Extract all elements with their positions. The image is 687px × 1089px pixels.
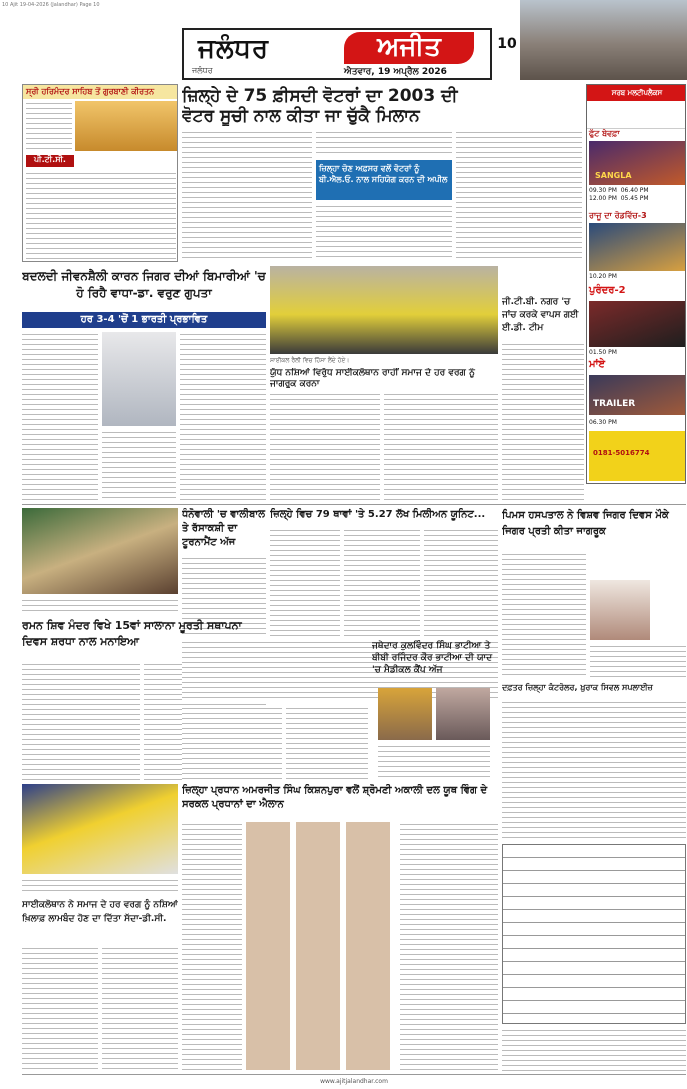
showtimes-1: [589, 187, 685, 203]
cinema-title-2: ਰਾਜੂ ਦਾ ਰੋਡਵਿੱਚ-3: [589, 211, 647, 220]
ptc-label: ਪੀ.ਟੀ.ਸੀ.: [26, 155, 74, 167]
liver-col-2: [102, 430, 176, 500]
pims-headline-box: [502, 508, 686, 548]
cyclists-photo: [270, 266, 498, 354]
lead-col-1: [182, 130, 312, 260]
kirtan-title: ਸ੍ਰੀ ਹਰਿਮੰਦਰ ਸਾਹਿਬ ਤੋਂ ਗੁਰਬਾਣੀ ਕੀਰਤਨ: [23, 85, 178, 99]
lead-headline: ਜ਼ਿਲ੍ਹੇ ਦੇ 75 ਫ਼ੀਸਦੀ ਵੋਟਰਾਂ ਦਾ 2003 ਦੀ ਵੋਟਰ ਸੂਚੀ ਨਾਲ ਕੀਤਾ ਜਾ ਚੁੱਕੈ ਮਿਲਾਨ: [182, 86, 458, 126]
district-headline-box: [182, 784, 498, 818]
pims-col-1: [502, 552, 586, 678]
kulwinder-caption: [378, 744, 490, 780]
showtime-4: 06.30 PM: [589, 419, 617, 426]
tender-table: [502, 844, 686, 1024]
cyclists-col-1: [270, 392, 380, 500]
cycle-rally-photo: [22, 784, 178, 874]
district-col-1: [182, 822, 242, 1070]
cyclists-headline: ਯੁੱਧ ਨਸ਼ਿਆਂ ਵਿਰੁੱਧ ਸਾਈਕਲੋਥਾਨ ਰਾਹੀਂ ਸਮਾਜ ਦੇ ਹਰ ਵਰਗ ਨੂੰ ਜਾਗਰੂਕ ਕਰਨਾ: [270, 368, 475, 388]
masthead: [182, 28, 492, 80]
lead-col-3: [456, 130, 582, 260]
movie-poster-3: [589, 301, 685, 347]
power-col-2: [344, 528, 420, 638]
doctor-photo: [102, 332, 176, 426]
kulwinder-text: [286, 706, 368, 780]
temple-col-1: [22, 662, 140, 780]
lead-col-2b: [316, 204, 452, 260]
cinema-logo: [587, 101, 686, 129]
movie-poster-4: TRAILER: [589, 375, 685, 415]
cinema-title-3: ਪੁਰੰਦਰ-2: [589, 285, 626, 296]
cinema-phone: 0181-5016774: [589, 431, 685, 481]
gtb-headline: ਜੀ.ਟੀ.ਬੀ. ਨਗਰ 'ਚ ਜਾਂਚ ਕਰਕੇ ਵਾਪਸ ਗਈ ਈ.ਡੀ. ਟੀਮ: [502, 297, 579, 333]
cinema-title-1: ਫੁੱਟ ਬੇਵਫ਼ਾ: [589, 129, 620, 138]
movie-poster-1: SANGLA: [589, 141, 685, 185]
volleyball-caption: [22, 598, 178, 614]
cyclists-headline-box: [270, 368, 498, 388]
kirtan-schedule: [26, 171, 176, 259]
district-col-2: [400, 822, 498, 1070]
tender-text: [502, 700, 686, 840]
pims-photo: [590, 580, 650, 640]
golden-temple-photo: [75, 101, 177, 151]
tender-footer: [502, 1028, 686, 1072]
building-photo: [520, 0, 687, 80]
cycle-rally-headline-box: [22, 898, 178, 942]
lead-col-2a: [316, 130, 452, 156]
cinema-brand: ਸਰਬ ਮਲਟੀਪਲੈਕਸ: [587, 85, 686, 101]
page-number: 10: [497, 36, 517, 52]
showtime: 12.00 PM: [589, 195, 617, 202]
cycle-rally-col-1: [22, 946, 98, 1070]
power-headline-box: [270, 508, 498, 526]
volleyball-headline: ਧੰਨੋਵਾਲੀ 'ਚ ਵਾਲੀਬਾਲ ਤੇ ਰੱਸਾਕਸ਼ੀ ਦਾ ਟੂਰਨਾਮੈਂਟ ਅੱਜ: [182, 509, 265, 548]
showtime: 05.45 PM: [620, 195, 649, 202]
tender-headline: ਦਫ਼ਤਰ ਜ਼ਿਲ੍ਹਾ ਕੰਟਰੋਲਰ, ਖ਼ੁਰਾਕ ਸਿਵਲ ਸਪਲਾਈਜ਼: [502, 683, 653, 692]
showtime: 06.40 PM: [620, 187, 649, 194]
kulwinder-photo-2: [436, 688, 490, 740]
pims-col-2: [590, 644, 686, 678]
cinema-panel: [586, 84, 686, 484]
divider: [22, 504, 686, 505]
volleyball-photo: [22, 508, 178, 594]
kulwinder-headline: ਜਥੇਦਾਰ ਕੁਲਵਿੰਦਰ ਸਿੰਘ ਭਾਟੀਆ ਤੇ ਬੀਬੀ ਰਜਿੰਦਰ ਕੌਰ ਭਾਟੀਆ ਦੀ ਯਾਦ 'ਚ ਮੈਡੀਕਲ ਕੈਂਪ ਅੱਜ: [372, 641, 493, 675]
masthead-city: ਜਲੰਧਰ: [198, 34, 270, 64]
cyclists-caption: ਸਾਈਕਲ ਰੈਲੀ ਵਿਚ ਹਿੱਸਾ ਲੈਂਦੇ ਹੋਏ।: [270, 357, 350, 364]
liver-col-3: [180, 332, 266, 500]
showtime: 09.30 PM: [589, 187, 617, 194]
rally-col-a: [182, 706, 282, 780]
district-photos: [246, 822, 396, 1070]
gtb-text: [502, 342, 584, 500]
power-col-1: [270, 528, 340, 638]
cyclists-col-2: [384, 392, 498, 500]
kirtan-box: [22, 84, 178, 262]
movie-poster-2: [589, 223, 685, 271]
showtime-3: 01.50 PM: [589, 349, 617, 356]
volleyball-headline-box: [182, 508, 266, 552]
temple-headline: ਰਮਨ ਸ਼ਿਵ ਮੰਦਰ ਵਿਖੇ 15ਵਾਂ ਸਾਲਾਨਾ ਮੂਰਤੀ ਸਥਾਪਨਾ ਦਿਵਸ ਸ਼ਰਧਾ ਨਾਲ ਮਨਾਇਆ: [22, 619, 242, 648]
kulwinder-photo-1: [378, 688, 432, 740]
masthead-sub: ਜਲੰਧਰ: [192, 66, 213, 75]
cycle-rally-headline: ਸਾਈਕਲੋਥਾਨ ਨੇ ਸਮਾਜ ਦੇ ਹਰ ਵਰਗ ਨੂੰ ਨਸ਼ਿਆਂ ਖ਼ਿਲਾਫ਼ ਲਾਮਬੰਦ ਹੋਣ ਦਾ ਦਿੱਤਾ ਸੱਦਾ-ਡੀ.ਸੀ.: [22, 900, 178, 924]
liver-col-1: [22, 332, 98, 500]
showtime-2: 10.20 PM: [589, 273, 617, 280]
footer-url: www.ajitjalandhar.com: [22, 1074, 686, 1088]
gtb-headline-box: [502, 296, 584, 338]
cycle-rally-col-2: [102, 946, 178, 1070]
lead-pullquote: ਜ਼ਿਲ੍ਹਾ ਚੋਣ ਅਫ਼ਸਰ ਵਲੋਂ ਵੋਟਰਾਂ ਨੂੰ ਬੀ.ਐਲ.ਓ. ਨਾਲ ਸਹਿਯੋਗ ਕਰਨ ਦੀ ਅਪੀਲ: [316, 160, 452, 200]
tender-headline-box: [502, 682, 686, 698]
power-col-3: [424, 528, 498, 638]
liver-headline-box: [22, 268, 266, 308]
masthead-name: ਅਜੀਤ: [344, 32, 474, 64]
cinema-title-4: ਮਾਂਏ: [589, 359, 606, 370]
liver-subhead: ਹਰ 3-4 'ਚੋਂ 1 ਭਾਰਤੀ ਪ੍ਰਭਾਵਿਤ: [22, 312, 266, 328]
power-headline: ਜ਼ਿਲ੍ਹੇ ਵਿਚ 79 ਥਾਵਾਂ 'ਤੇ 5.27 ਲੱਖ ਮਿਲੀਅਨ ਯੂਨਿਟ...: [270, 509, 486, 520]
masthead-date: ਐਤਵਾਰ, 19 ਅਪ੍ਰੈਲ 2026: [344, 67, 447, 77]
district-headline: ਜ਼ਿਲ੍ਹਾ ਪ੍ਰਧਾਨ ਅਮਰਜੀਤ ਸਿੰਘ ਕਿਸ਼ਨਪੁਰਾ ਵਲੋਂ ਸ਼੍ਰੋਮਣੀ ਅਕਾਲੀ ਦਲ ਯੂਥ ਵਿੰਗ ਦੇ ਸਰਕਲ ਪ੍ਰਧਾਨਾਂ ਦਾ ਐਲਾਨ: [182, 785, 488, 810]
kulwinder-headline-box: [372, 640, 498, 680]
pims-headline: ਪਿਮਸ ਹਸਪਤਾਲ ਨੇ ਵਿਸ਼ਵ ਜਿਗਰ ਦਿਵਸ ਮੌਕੇ ਜਿਗਰ ਪ੍ਰਤੀ ਕੀਤਾ ਜਾਗਰੂਕ: [502, 510, 669, 537]
cycle-rally-caption: [22, 878, 178, 894]
kirtan-text: [26, 101, 72, 151]
liver-headline: ਬਦਲਦੀ ਜੀਵਨਸ਼ੈਲੀ ਕਾਰਨ ਜਿਗਰ ਦੀਆਂ ਬਿਮਾਰੀਆਂ 'ਚ ਹੋ ਰਿਹੈ ਵਾਧਾ-ਡਾ. ਵਰੁਣ ਗੁਪਤਾ: [22, 269, 266, 300]
page-slug: 10 Ajit 19-04-2026 (Jalandhar) Page 10: [2, 2, 100, 8]
lead-headline-box: [182, 86, 494, 126]
